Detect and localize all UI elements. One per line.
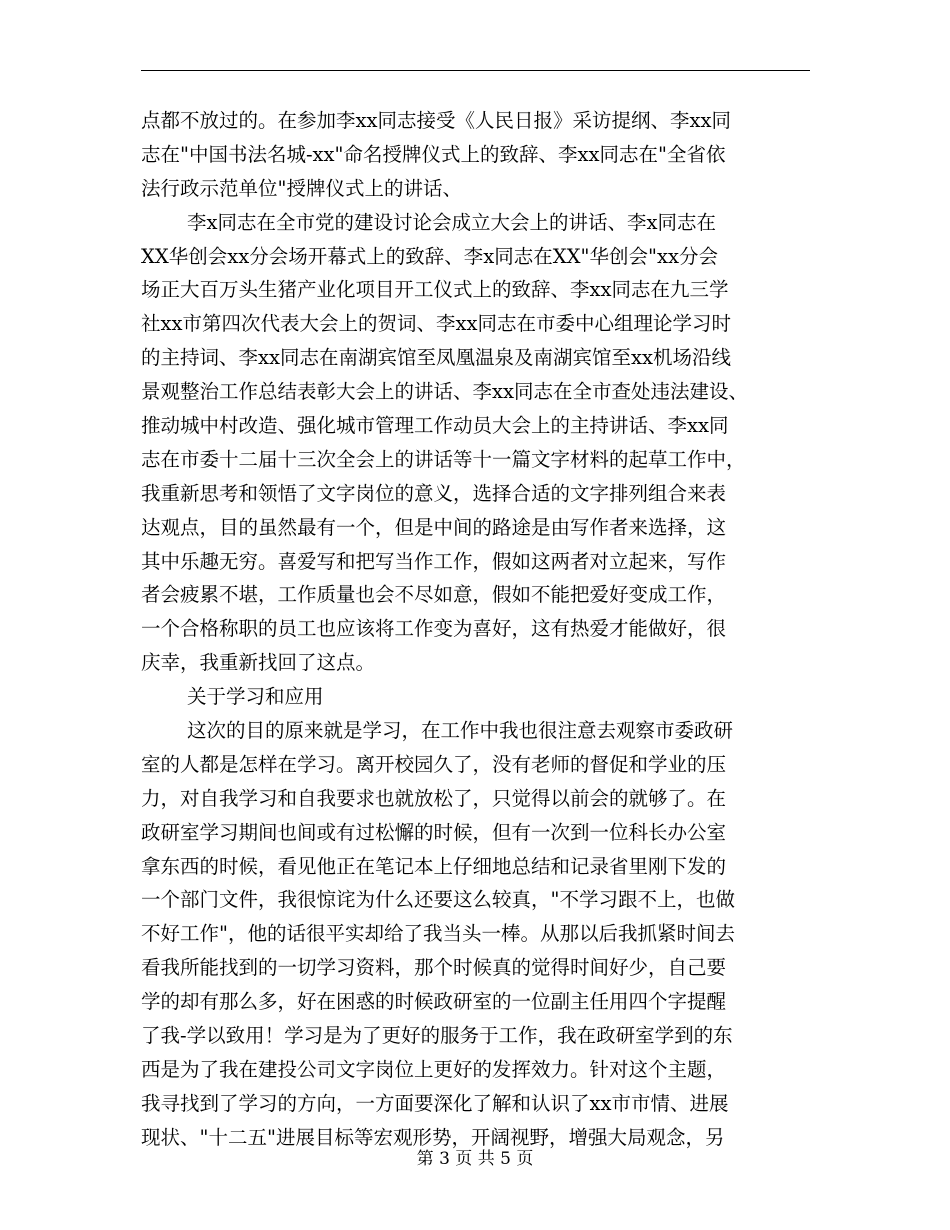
header-rule <box>141 70 810 71</box>
text-line: 西是为了我在建投公司文字岗位上更好的发挥效力。针对这个主题， <box>141 1057 727 1081</box>
text-line: 一个合格称职的员工也应该将工作变为喜好，这有热爱才能做好，很 <box>141 617 727 641</box>
text-line: 的主持词、李xx同志在南湖宾馆至凤凰温泉及南湖宾馆至xx机场沿线 <box>141 346 731 370</box>
page-number-footer: 第 3 页 共 5 页 <box>416 1149 534 1169</box>
text-line: 我寻找到了学习的方向，一方面要深化了解和认识了xx市市情、进展 <box>141 1091 729 1115</box>
text-line: 学的却有那么多，好在困惑的时候政研室的一位副主任用四个字提醒 <box>141 990 727 1014</box>
section-heading: 关于学习和应用 <box>187 685 324 709</box>
body-text <box>141 104 813 1155</box>
text-line: 志在"中国书法名城-xx"命名授牌仪式上的致辞、李xx同志在"全省依 <box>141 142 726 166</box>
text-line: 我重新思考和领悟了文字岗位的意义，选择合适的文字排列组合来表 <box>141 481 727 505</box>
text-line: 者会疲累不堪，工作质量也会不尽如意，假如不能把爱好变成工作， <box>141 583 727 607</box>
paragraph-start-line: 李x同志在全市党的建设讨论会成立大会上的讲话、李x同志在 <box>187 210 716 234</box>
text-line: 点都不放过的。在参加李xx同志接受《人民日报》采访提纲、李xx同 <box>141 109 731 132</box>
text-line: 不好工作"，他的话很平实却给了我当头一棒。从那以后我抓紧时间去 <box>141 922 735 946</box>
text-line: 其中乐趣无穷。喜爱写和把写当作工作，假如这两者对立起来，写作 <box>141 549 727 573</box>
text-line: 志在市委十二届十三次全会上的讲话等十一篇文字材料的起草工作中， <box>141 447 746 471</box>
paragraph-start-line: 这次的目的原来就是学习，在工作中我也很注意去观察市委政研 <box>187 719 734 743</box>
text-line: 推动城中村改造、强化城市管理工作动员大会上的主持讲话、李xx同 <box>141 414 729 438</box>
text-line: 庆幸，我重新找回了这点。 <box>141 651 376 675</box>
text-line: 一个部门文件，我很惊诧为什么还要这么较真，"不学习跟不上，也做 <box>141 888 735 912</box>
text-line: 达观点，目的虽然最有一个，但是中间的路途是由写作者来选择，这 <box>141 515 727 539</box>
text-line: 看我所能找到的一切学习资料，那个时候真的觉得时间好少，自己要 <box>141 956 727 980</box>
text-line: XX华创会xx分会场开幕式上的致辞、李x同志在XX"华创会"xx分会 <box>141 244 718 268</box>
text-line: 了我-学以致用！学习是为了更好的服务于工作，我在政研室学到的东 <box>141 1024 733 1048</box>
text-line: 政研室学习期间也间或有过松懈的时候，但有一次到一位科长办公室 <box>141 820 727 844</box>
text-line: 社xx市第四次代表大会上的贺词、李xx同志在市委中心组理论学习时 <box>141 312 731 336</box>
text-line: 拿东西的时候，看见他正在笔记本上仔细地总结和记录省里刚下发的 <box>141 854 727 878</box>
text-line: 室的人都是怎样在学习。离开校园久了，没有老师的督促和学业的压 <box>141 752 727 776</box>
text-line: 场正大百万头生猪产业化项目开工仪式上的致辞、李xx同志在九三学 <box>141 278 729 302</box>
text-line: 力，对自我学习和自我要求也就放松了，只觉得以前会的就够了。在 <box>141 786 727 810</box>
text-line: 景观整治工作总结表彰大会上的讲话、李xx同志在全市查处违法建设、 <box>141 380 748 404</box>
text-line: 法行政示范单位"授牌仪式上的讲话、 <box>141 176 462 200</box>
text-line: 现状、"十二五"进展目标等宏观形势，开阔视野，增强大局观念，另 <box>141 1125 725 1149</box>
